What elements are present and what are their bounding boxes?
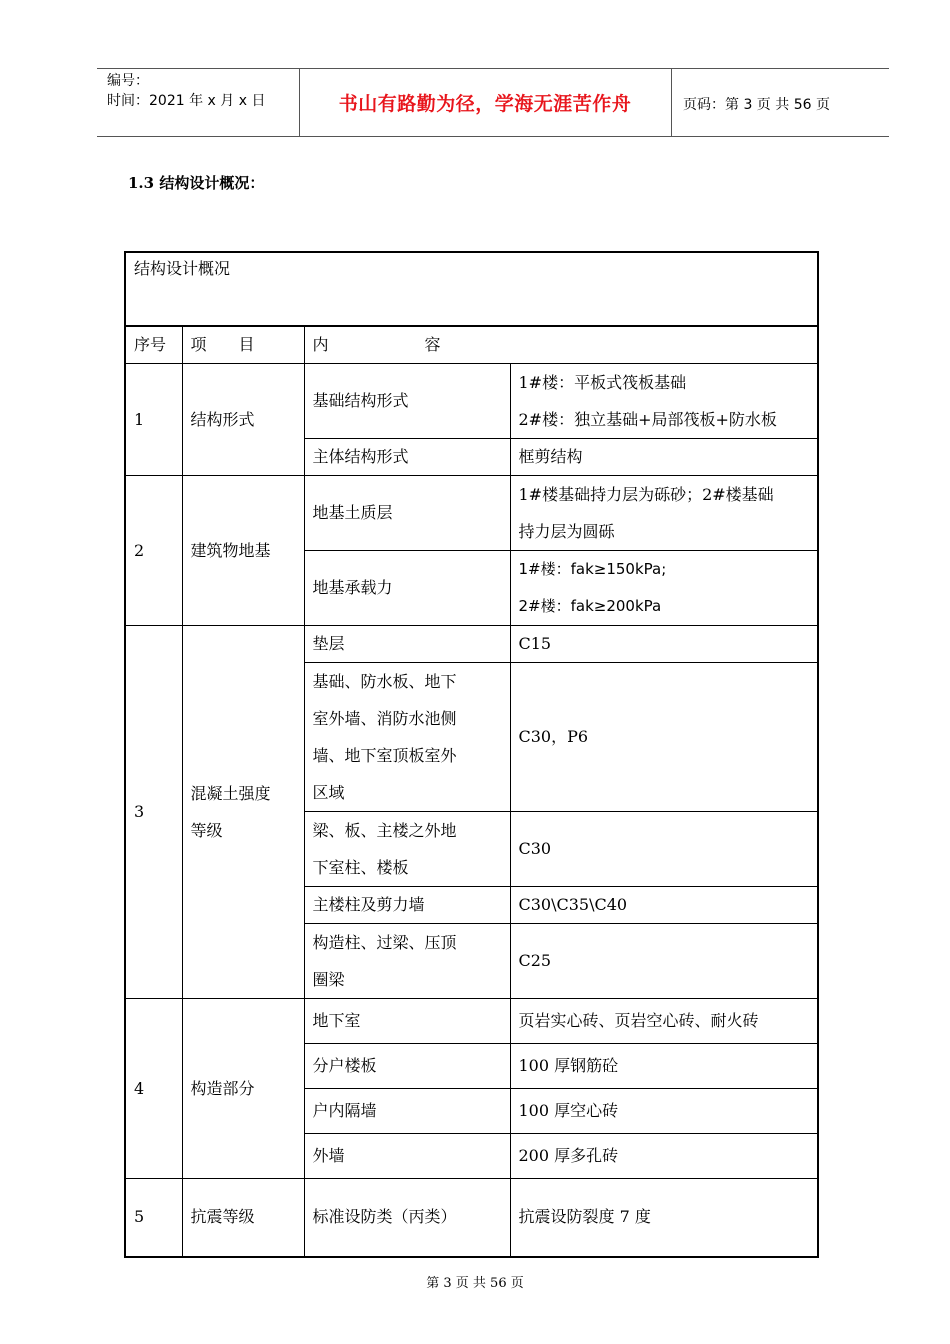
sub-item-name — [304, 663, 510, 812]
table-row — [125, 476, 818, 551]
row-no: 5 — [125, 1179, 182, 1257]
name-line: 区域 — [312, 783, 345, 802]
value-line: 1#楼：平板式筏板基础 — [518, 373, 687, 392]
sub-item-name: 地基承载力 — [304, 551, 510, 626]
header-content: 内 容 — [304, 326, 818, 364]
structure-design-table — [124, 251, 819, 1258]
section-title: 1.3 结构设计概况： — [128, 174, 265, 192]
header-meta — [107, 71, 265, 111]
item-line: 混凝土强度 — [190, 784, 271, 803]
sub-item-value: C30\C35\C40 — [510, 887, 818, 924]
row-item: 构造部分 — [182, 999, 304, 1179]
sub-item-name: 主体结构形式 — [304, 439, 510, 476]
sub-item-name: 分户楼板 — [304, 1044, 510, 1089]
table-row — [125, 364, 818, 439]
sub-item-value: C15 — [510, 626, 818, 663]
row-item — [182, 626, 304, 999]
header-item: 项 目 — [182, 326, 304, 364]
row-item: 抗震等级 — [182, 1179, 304, 1257]
table-title: 结构设计概况 — [125, 252, 818, 326]
header-page-info: 页码：第 3 页 共 56 页 — [683, 97, 830, 113]
sub-item-value — [510, 364, 818, 439]
sub-item-value: 抗震设防裂度 7 度 — [510, 1179, 818, 1257]
row-no: 3 — [125, 626, 182, 999]
sub-item-value: 框剪结构 — [510, 439, 818, 476]
value-line: 1#楼基础持力层为砾砂；2#楼基础 — [518, 485, 774, 504]
table-row — [125, 626, 818, 663]
row-item: 结构形式 — [182, 364, 304, 476]
header-no: 序号 — [125, 326, 182, 364]
document-time: 时间：2021 年 x 月 x 日 — [107, 93, 266, 109]
value-line: 2#楼：fak≥200kPa — [518, 597, 662, 615]
table-header-row — [125, 326, 818, 364]
name-line: 梁、板、主楼之外地 — [312, 821, 457, 840]
page-header — [97, 68, 889, 137]
sub-item-name: 外墙 — [304, 1134, 510, 1179]
value-line: 1#楼：fak≥150kPa; — [518, 560, 667, 578]
row-no: 4 — [125, 999, 182, 1179]
name-line: 圈梁 — [312, 970, 345, 989]
header-motto: 书山有路勤为径，学海无涯苦作舟 — [338, 93, 632, 115]
row-no: 1 — [125, 364, 182, 476]
sub-item-name: 地下室 — [304, 999, 510, 1044]
page-footer: 第 3 页 共 56 页 — [426, 1276, 524, 1291]
sub-item-name: 垫层 — [304, 626, 510, 663]
sub-item-name — [304, 812, 510, 887]
sub-item-value: C25 — [510, 924, 818, 999]
value-line: 持力层为圆砾 — [518, 522, 615, 541]
name-line: 室外墙、消防水池侧 — [312, 709, 457, 728]
sub-item-name: 地基土质层 — [304, 476, 510, 551]
sub-item-value: 100 厚钢筋砼 — [510, 1044, 818, 1089]
value-line: 2#楼：独立基础+局部筏板+防水板 — [518, 410, 777, 429]
sub-item-value: C30，P6 — [510, 663, 818, 812]
document-number-label: 编号： — [107, 73, 149, 89]
sub-item-value: C30 — [510, 812, 818, 887]
sub-item-value — [510, 551, 818, 626]
sub-item-name — [304, 924, 510, 999]
sub-item-value — [510, 476, 818, 551]
name-line: 基础、防水板、地下 — [312, 672, 457, 691]
sub-item-name: 基础结构形式 — [304, 364, 510, 439]
header-divider — [671, 69, 672, 136]
sub-item-value: 100 厚空心砖 — [510, 1089, 818, 1134]
table-row — [125, 999, 818, 1044]
sub-item-name: 户内隔墙 — [304, 1089, 510, 1134]
sub-item-name: 主楼柱及剪力墙 — [304, 887, 510, 924]
name-line: 构造柱、过梁、压顶 — [312, 933, 457, 952]
name-line: 墙、地下室顶板室外 — [312, 746, 457, 765]
sub-item-value: 页岩实心砖、页岩空心砖、耐火砖 — [510, 999, 818, 1044]
name-line: 下室柱、楼板 — [312, 858, 409, 877]
sub-item-name: 标准设防类（丙类） — [304, 1179, 510, 1257]
item-line: 等级 — [190, 821, 223, 840]
table-row — [125, 1179, 818, 1257]
row-item: 建筑物地基 — [182, 476, 304, 626]
sub-item-value: 200 厚多孔砖 — [510, 1134, 818, 1179]
row-no: 2 — [125, 476, 182, 626]
